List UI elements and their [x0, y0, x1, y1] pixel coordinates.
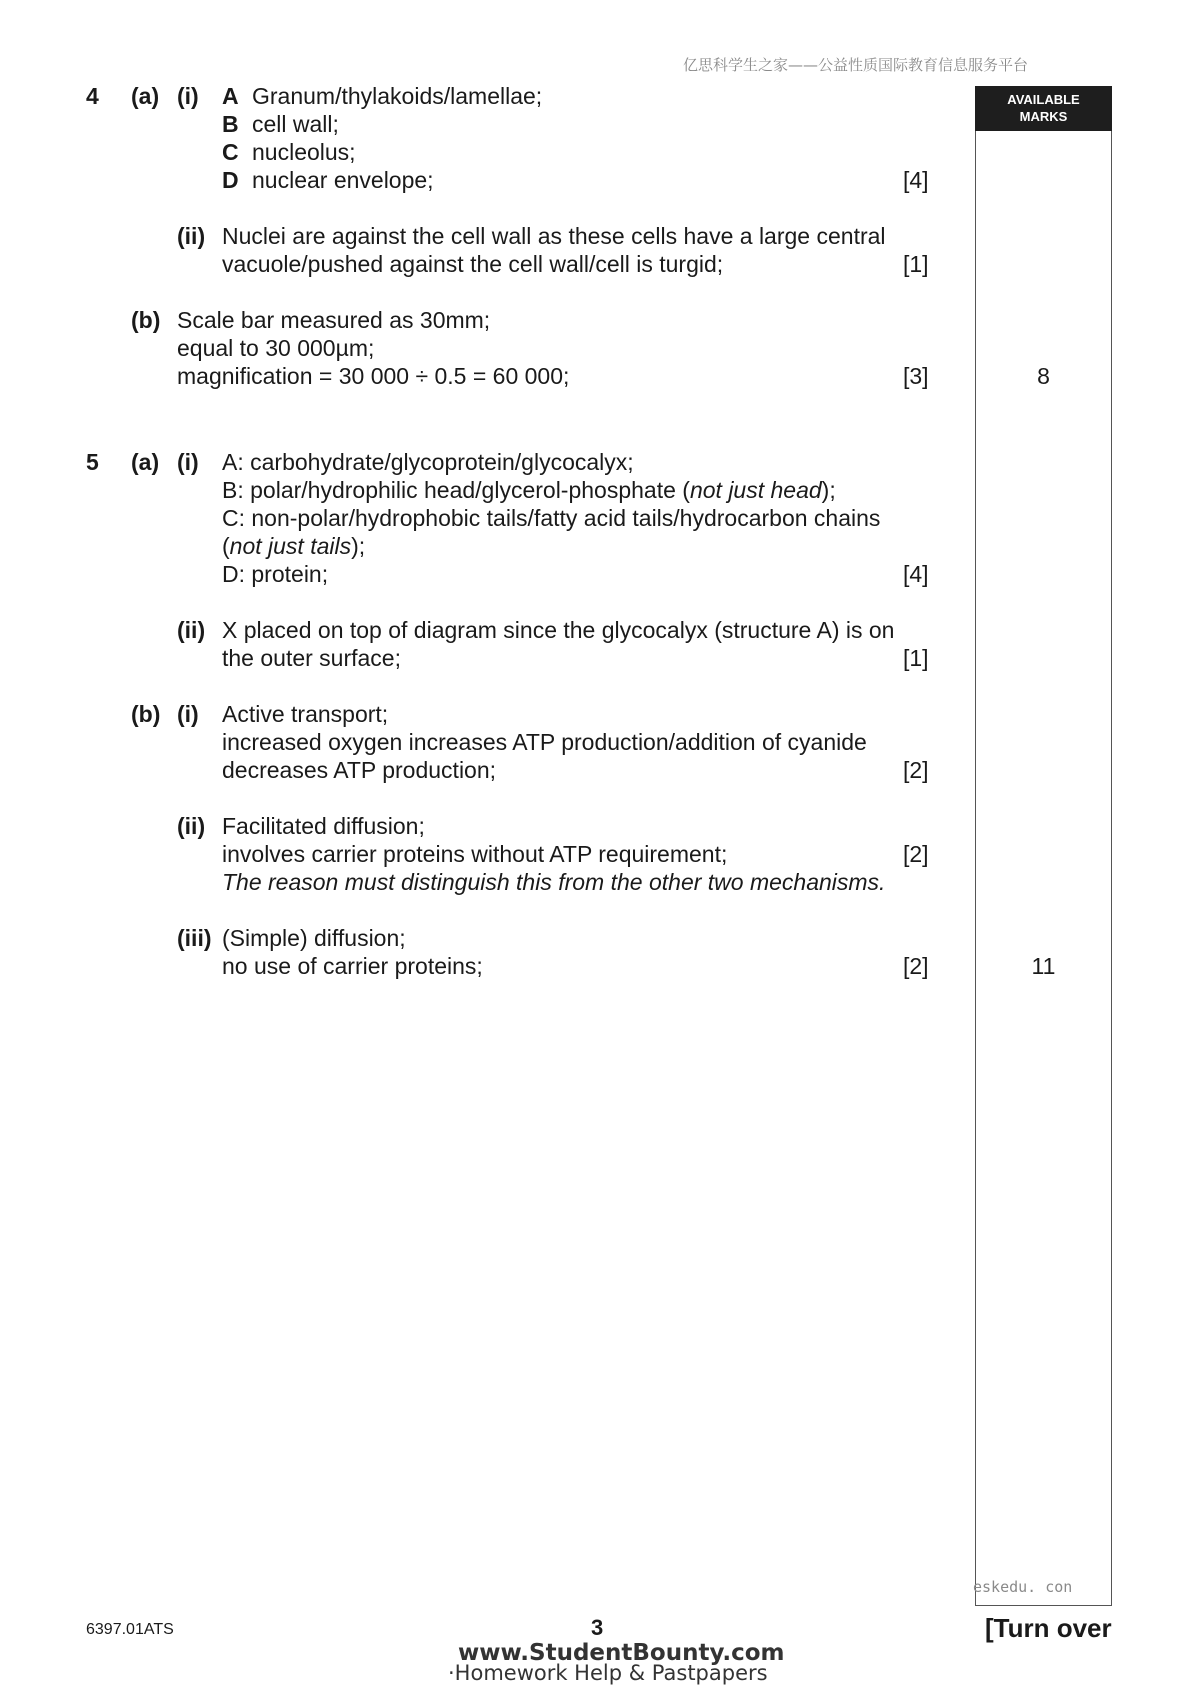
answer-line: X placed on top of diagram since the glycocalyx (structure A) is on [222, 617, 895, 643]
answer-line: equal to 30 000µm; [177, 335, 375, 361]
item-letter: B [222, 111, 239, 137]
paper-code: 6397.01ATS [86, 1621, 174, 1638]
watermark-text: eskedu. con [973, 1578, 1073, 1596]
answer-line: vacuole/pushed against the cell wall/cell is turgid; [222, 251, 724, 277]
answer-line: the outer surface; [222, 645, 401, 671]
subpart-label: (ii) [177, 223, 206, 249]
answer-line: D: protein; [222, 561, 329, 587]
answer-line: increased oxygen increases ATP production/addition of cyanide [222, 729, 867, 755]
subpart-label: (i) [177, 701, 199, 727]
marks-header-line-1: AVAILABLE [1007, 92, 1080, 107]
mark-allocation: [4] [903, 561, 929, 587]
part-label: (b) [131, 307, 161, 333]
mark-allocation: [2] [903, 841, 929, 867]
studentbounty-url[interactable]: www.StudentBounty.com [458, 1640, 785, 1666]
answer-line: B: polar/hydrophilic head/glycerol-phosphate (not just head); [222, 477, 836, 503]
marking-note: The reason must distinguish this from the other two mechanisms. [222, 869, 886, 895]
answer-line: (not just tails); [222, 533, 366, 559]
header-watermark-text: 亿思科学生之家——公益性质国际教育信息服务平台 [683, 56, 1029, 74]
subpart-label: (ii) [177, 617, 206, 643]
studentbounty-tagline: ·Homework Help & Pastpapers [448, 1661, 768, 1685]
answer-line: Nuclei are against the cell wall as these cells have a large central [222, 223, 886, 249]
answer-line: nucleolus; [252, 139, 356, 165]
answer-line: decreases ATP production; [222, 757, 497, 783]
available-marks-column [975, 86, 1112, 1606]
answer-line: Facilitated diffusion; [222, 813, 425, 839]
subpart-label: (i) [177, 449, 199, 475]
answer-line: A: carbohydrate/glycoprotein/glycocalyx; [222, 449, 634, 475]
subpart-label: (i) [177, 83, 199, 109]
question-number: 4 [86, 83, 99, 109]
item-letter: A [222, 83, 239, 109]
answer-line: no use of carrier proteins; [222, 953, 483, 979]
answer-line: Scale bar measured as 30mm; [177, 307, 491, 333]
mark-allocation: [1] [903, 251, 929, 277]
subpart-label: (iii) [177, 925, 212, 951]
answer-line: magnification = 30 000 ÷ 0.5 = 60 000; [177, 363, 570, 389]
mark-allocation: [2] [903, 953, 929, 979]
item-letter: C [222, 139, 239, 165]
mark-allocation: [2] [903, 757, 929, 783]
page-number: 3 [591, 1615, 604, 1640]
available-marks-value: 11 [1031, 953, 1056, 979]
item-letter: D [222, 167, 239, 193]
question-number: 5 [86, 449, 99, 475]
answer-line: cell wall; [252, 111, 339, 137]
answer-line: (Simple) diffusion; [222, 925, 406, 951]
marks-header-line-2: MARKS [1019, 109, 1068, 124]
mark-allocation: [1] [903, 645, 929, 671]
answer-line: nuclear envelope; [252, 167, 434, 193]
answer-line: Active transport; [222, 701, 389, 727]
part-label: (b) [131, 701, 161, 727]
available-marks-value: 8 [1037, 363, 1050, 389]
part-label: (a) [131, 83, 160, 109]
mark-allocation: [3] [903, 363, 929, 389]
answer-line: Granum/thylakoids/lamellae; [252, 83, 543, 109]
part-label: (a) [131, 449, 160, 475]
mark-allocation: [4] [903, 167, 929, 193]
answer-line: C: non-polar/hydrophobic tails/fatty acid tails/hydrocarbon chains [222, 505, 881, 531]
subpart-label: (ii) [177, 813, 206, 839]
turn-over-label: [Turn over [985, 1613, 1112, 1643]
available-marks-header [975, 86, 1112, 131]
answer-line: involves carrier proteins without ATP requirement; [222, 841, 728, 867]
